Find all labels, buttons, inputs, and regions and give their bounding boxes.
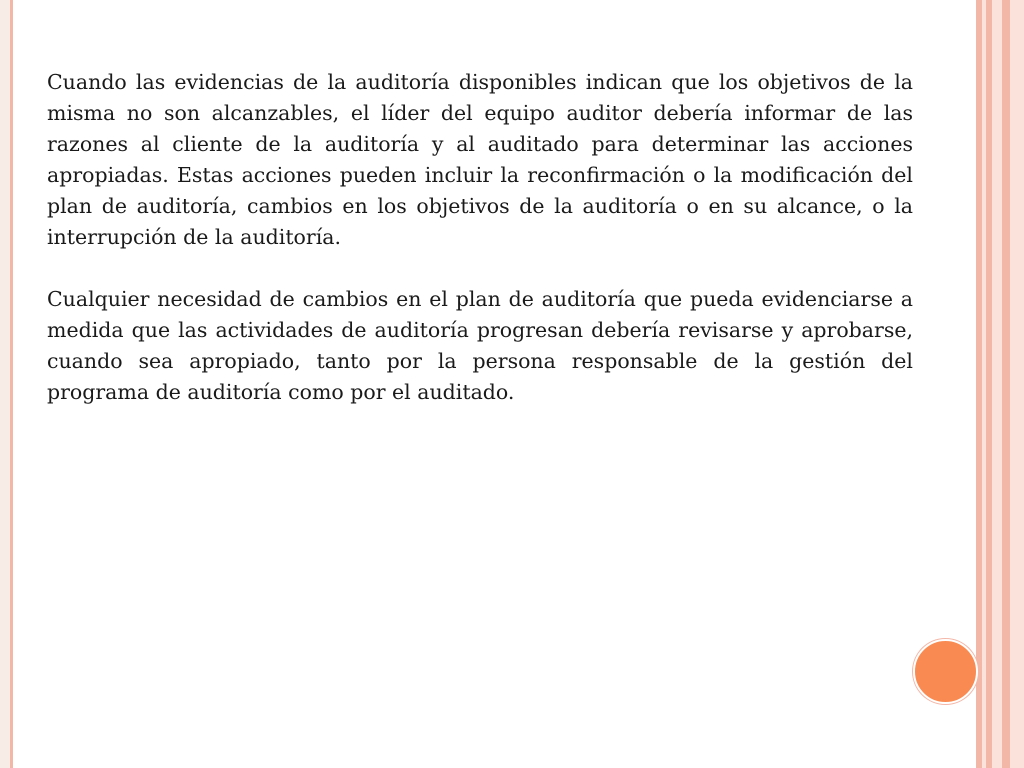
paragraph-2: Cualquier necesidad de cambios en el plan de auditoría que pueda evidenciarse a medida que las actividades de auditoría progresan debería revisarse y aprobarse, cuando sea apropiado, tanto por la persona responsable de la gestión del programa de auditoría como por el auditado. xyxy=(47,287,913,404)
stripe xyxy=(992,0,1002,768)
accent-circle-decoration xyxy=(913,639,978,704)
stripe xyxy=(1010,0,1024,768)
left-border-decoration xyxy=(0,0,13,768)
paragraph-1: Cuando las evidencias de la auditoría disponibles indican que los objetivos de la misma no son alcanzables, el líder del equipo auditor debería informar de las razones al cliente de la auditoría y al auditado para determinar las acciones apropiadas. Estas acciones pueden incluir la reconfirmación o la modificación del plan de auditoría, cambios en los objetivos de la auditoría o en su alcance, o la interrupción de la auditoría. xyxy=(47,70,913,249)
stripe xyxy=(1002,0,1010,768)
slide-body xyxy=(47,67,913,439)
right-stripe-decoration xyxy=(976,0,1024,768)
